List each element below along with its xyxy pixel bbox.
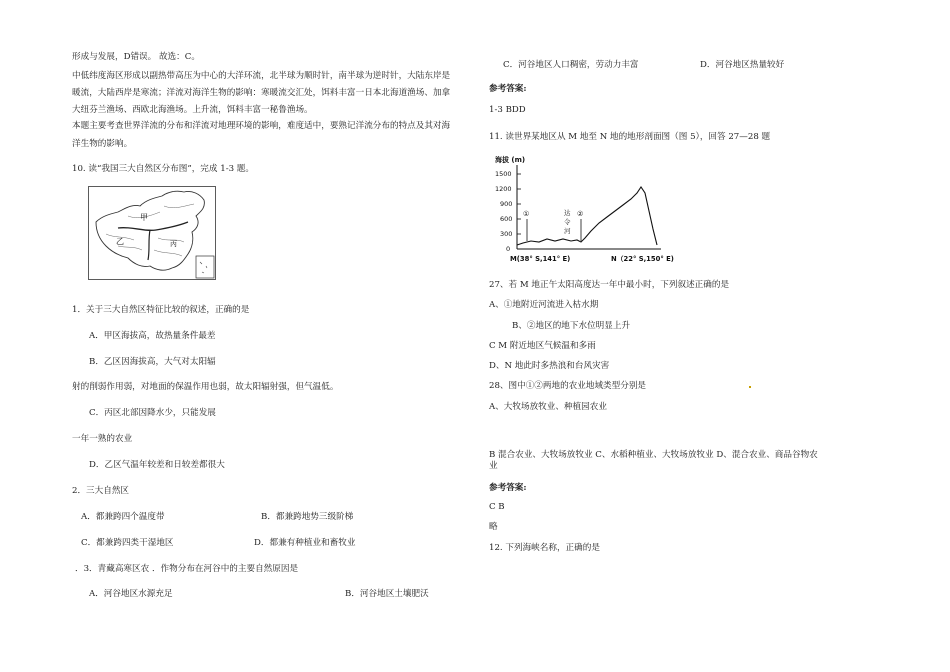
ytick-1500: 1500 [495, 170, 512, 178]
left-para1-line5: 本题主要考查世界洋流的分布和洋流对地理环境的影响，难度适中，要熟记洋流分布的特点及其对海 [72, 121, 451, 131]
q2-option-d: D．都兼有种植业和畜牧业 [254, 538, 356, 548]
q28-option-a: A、大牧场放牧业、种植园农业 [489, 402, 607, 412]
left-para1-line6: 洋生物的影响。 [72, 139, 133, 149]
q28-stem: 28、图中①②两地的农业地域类型分别是 [489, 381, 647, 391]
left-para1-line3: 暖流，大陆西岸是寒流；洋流对海洋生物的影响：寒暖流交汇处，饵料丰富一日本北海道渔场、加拿 [72, 88, 451, 98]
map-label-bing: 丙 [170, 240, 177, 248]
q1-option-b-cont: 射的削弱作用弱，对地面的保温作用也弱，故太阳辐射强，但气温低。 [72, 382, 339, 392]
q28-options-bcd: B 混合农业、大牧场放牧业 C、水稻种植业、大牧场放牧业 D、混合农业、商品谷物农 [489, 450, 818, 460]
left-para1-line2: 中低纬度海区形成以副热带高压为中心的大洋环流，北半球为顺时针，南半球为逆时针，大陆东岸是 [72, 71, 451, 81]
point-n-label: N（22° S,150° E) [611, 255, 674, 263]
q1-option-c: C．丙区北部因降水少，只能发展 [89, 408, 216, 418]
q27-option-a: A、①地附近河流进入枯水期 [489, 300, 599, 310]
ytick-1200: 1200 [495, 185, 512, 193]
question-10-stem: 10. 读“我国三大自然区分布图”，完成 1-3 题。 [72, 164, 254, 174]
river-label-char-2: 令 [564, 218, 571, 226]
map-label-yi: 乙 [116, 237, 124, 246]
q3-option-d: D．河谷地区热量较好 [700, 60, 785, 70]
terrain-profile-svg [493, 153, 678, 273]
answer-1: 1-3 BDD [489, 105, 526, 115]
china-natural-regions-map [88, 186, 216, 280]
q1-option-b: B．乙区因海拔高，大气对太阳辐 [89, 357, 216, 367]
q2-stem: 2．三大自然区 [72, 486, 130, 496]
marker-1-label: ① [523, 210, 530, 218]
map-svg [88, 186, 216, 280]
q27-option-d: D、N 地此时多热浪和台风灾害 [489, 361, 610, 371]
answer-2-note: 略 [489, 522, 498, 532]
point-m-label: M(38° S,141° E) [510, 255, 571, 263]
q3-option-b: B．河谷地区土壤肥沃 [345, 589, 429, 599]
q3-option-a: A．河谷地区水源充足 [89, 589, 173, 599]
q2-option-a: A．都兼跨四个温度带 [81, 512, 165, 522]
y-axis-ticks [517, 174, 521, 234]
q1-option-a: A．甲区海拔高，故热量条件最差 [89, 331, 216, 341]
river-label-char-3: 河 [564, 227, 571, 235]
q2-option-c: C．都兼跨四类干湿地区 [81, 538, 174, 548]
map-label-jia: 甲 [140, 213, 148, 222]
q27-option-c: C M 附近地区气候温和多雨 [489, 341, 596, 351]
ytick-300: 300 [500, 230, 513, 238]
ytick-900: 900 [500, 200, 513, 208]
q2-option-b: B．都兼跨地势三级阶梯 [261, 512, 354, 522]
stray-mark [749, 386, 751, 388]
question-11-stem: 11. 读世界某地区从 M 地至 N 地的地形剖面图（图 5），回答 27—28 题 [489, 132, 771, 142]
left-para1-line1: 形成与发展，D错误。 故选：C。 [72, 52, 200, 62]
q27-option-b: B、②地区的地下水位明显上升 [512, 321, 631, 331]
terrain-profile-figure [493, 153, 678, 273]
q3-stem: ．3．青藏高寒区农 ．作物分布在河谷中的主要自然原因是 [75, 564, 299, 574]
terrain-profile-line [517, 187, 657, 245]
q1-stem: 1．关于三大自然区特征比较的叙述，正确的是 [72, 305, 250, 315]
answer-title-2: 参考答案: [489, 483, 527, 493]
q1-option-c-cont: 一年一熟的农业 [72, 434, 133, 444]
marker-2-label: ② [577, 210, 584, 218]
ytick-600: 600 [500, 215, 513, 223]
question-12-stem: 12. 下列海峡名称，正确的是 [489, 543, 600, 553]
q3-option-c: C．河谷地区人口稠密，劳动力丰富 [503, 60, 639, 70]
answer-2: C B [489, 502, 505, 512]
q1-option-d: D．乙区气温年较差和日较差都很大 [89, 460, 225, 470]
q27-stem: 27、若 M 地正午太阳高度达一年中最小时，下列叙述正确的是 [489, 280, 730, 290]
q28-options-bcd-cont: 业 [489, 461, 498, 471]
profile-ylabel: 海拔 (m) [495, 156, 526, 164]
river-label-char-1: 达 [564, 209, 571, 217]
map-frame [89, 187, 216, 280]
ytick-0: 0 [506, 245, 511, 253]
answer-title-1: 参考答案: [489, 84, 527, 94]
left-para1-line4: 大纽芬兰渔场、西欧北海渔场。上升流，饵料丰富一秘鲁渔场。 [72, 105, 313, 115]
